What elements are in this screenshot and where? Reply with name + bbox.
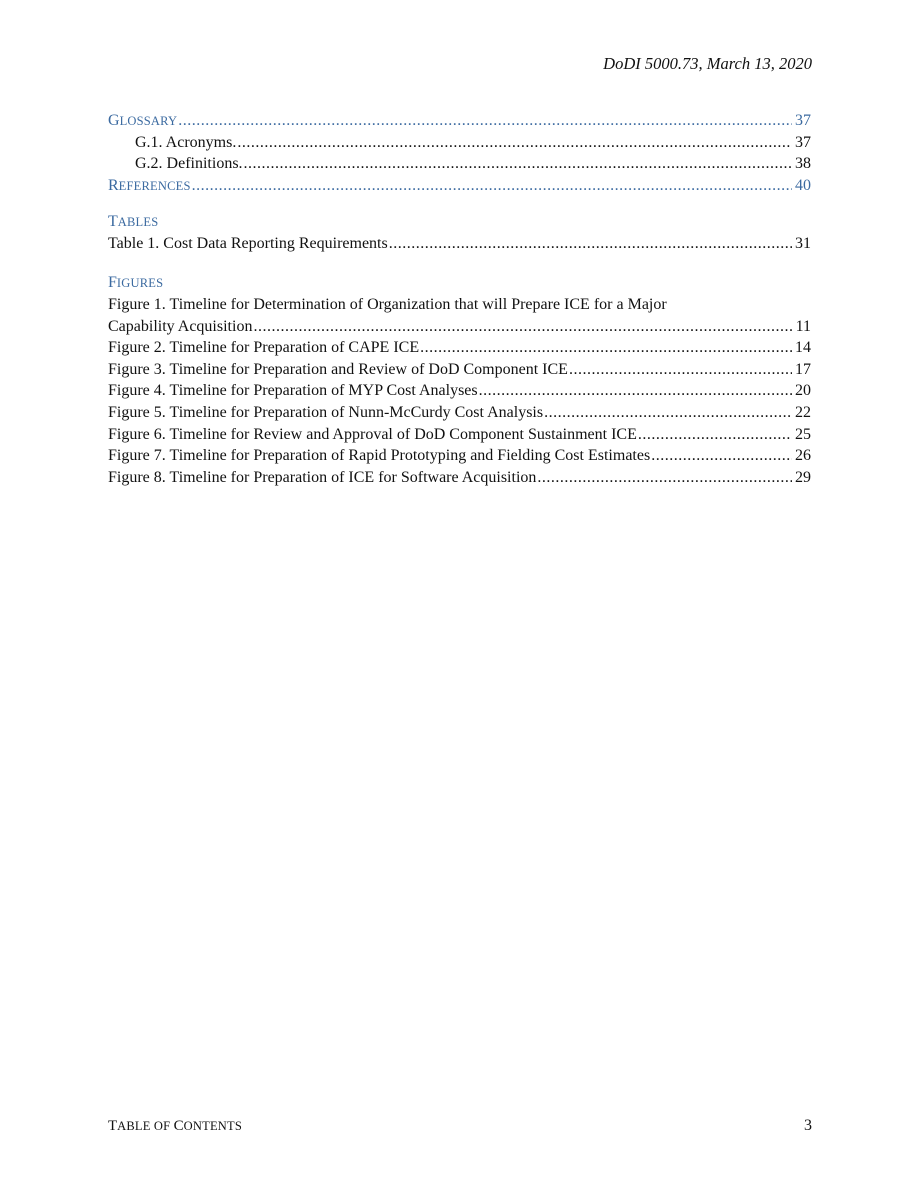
toc-entry-figure-3[interactable] (108, 359, 811, 381)
toc-entry-table-1[interactable] (108, 233, 811, 255)
dot-leader (537, 467, 792, 489)
dot-leader (244, 153, 792, 175)
toc-entry-figure-8[interactable] (108, 467, 811, 489)
toc-entry-references[interactable] (108, 175, 811, 197)
toc-page-number: 37 (795, 133, 811, 151)
toc-entry-figure-4[interactable] (108, 380, 811, 402)
toc-entry-figure-7[interactable] (108, 445, 811, 467)
dot-leader (651, 445, 792, 467)
footer-section-title: TABLE OF CONTENTS (108, 1118, 242, 1134)
toc-entry-label: Figure 2. Timeline for Preparation of CAPE ICE (108, 339, 420, 357)
table-of-contents (108, 110, 811, 488)
toc-page-number: 17 (795, 360, 811, 378)
toc-entry-glossary[interactable] (108, 110, 811, 132)
figures-heading: FIGURES (108, 273, 164, 291)
toc-page-number: 14 (795, 339, 811, 357)
dot-leader (389, 233, 792, 255)
toc-page-number: 31 (795, 235, 811, 253)
toc-page-number: 38 (795, 155, 811, 173)
toc-entry-figure-5[interactable] (108, 402, 811, 424)
toc-entry-label: Figure 7. Timeline for Preparation of Rapid Prototyping and Fielding Cost Estimates (108, 447, 651, 465)
toc-page-number: 11 (795, 317, 811, 335)
dot-leader (420, 337, 792, 359)
toc-entry-label: REFERENCES (108, 176, 191, 194)
dot-leader (479, 380, 792, 402)
toc-entry-label: Figure 4. Timeline for Preparation of MYP Cost Analyses (108, 382, 478, 400)
dot-leader (237, 132, 792, 154)
toc-page-number: 25 (795, 425, 811, 443)
toc-entry-label: Figure 5. Timeline for Preparation of Nunn-McCurdy Cost Analysis (108, 403, 544, 421)
toc-page-number: 37 (795, 112, 811, 129)
running-header: DoDI 5000.73, March 13, 2020 (603, 54, 812, 73)
toc-entry-definitions[interactable] (108, 153, 811, 175)
toc-entry-label: GLOSSARY (108, 112, 178, 129)
toc-page-number: 29 (795, 468, 811, 486)
dot-leader (178, 110, 792, 132)
toc-entry-figure-1-line-1[interactable]: Figure 1. Timeline for Determination of Organization that will Prepare ICE for a Major (108, 295, 667, 313)
dot-leader (192, 175, 792, 197)
toc-page-number: 22 (795, 403, 811, 421)
dot-leader (544, 402, 792, 424)
footer-page-number: 3 (804, 1117, 812, 1134)
dot-leader (638, 424, 792, 446)
toc-entry-label: Capability Acquisition (108, 317, 253, 335)
dot-leader (253, 316, 792, 338)
toc-entry-label: G.2. Definitions. (135, 155, 243, 173)
toc-page-number: 26 (795, 447, 811, 465)
toc-entry-label: Figure 3. Timeline for Preparation and Review of DoD Component ICE (108, 360, 568, 378)
toc-page-number: 20 (795, 382, 811, 400)
toc-entry-acronyms[interactable] (108, 132, 811, 154)
toc-entry-label: Figure 6. Timeline for Review and Approval of DoD Component Sustainment ICE (108, 425, 637, 443)
toc-entry-figure-6[interactable] (108, 424, 811, 446)
toc-page-number: 40 (795, 176, 811, 194)
dot-leader (569, 359, 792, 381)
toc-entry-label: G.1. Acronyms. (135, 133, 237, 151)
toc-entry-figure-1[interactable] (108, 316, 811, 338)
tables-heading: TABLES (108, 213, 159, 231)
toc-entry-label: Figure 8. Timeline for Preparation of ICE for Software Acquisition (108, 468, 537, 486)
toc-entry-figure-2[interactable] (108, 337, 811, 359)
toc-entry-label: Table 1. Cost Data Reporting Requirements (108, 235, 388, 253)
